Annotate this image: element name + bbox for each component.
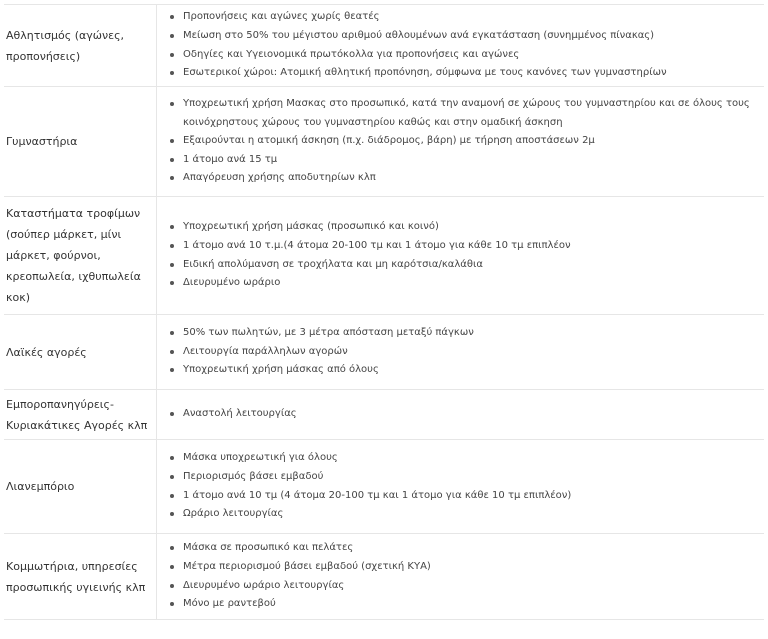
table-row — [4, 390, 764, 440]
measures-list — [165, 405, 764, 424]
list-item: Μέτρα περιορισμού βάσει εμβαδού (σχετική ΚΥΑ) — [165, 558, 764, 577]
row-category: Αθλητισμός (αγώνες, προπονήσεις) — [4, 5, 157, 87]
table-row — [4, 440, 764, 534]
measures-list — [165, 8, 764, 82]
list-item: 1 άτομο ανά 10 τ.μ.(4 άτομα 20-100 τμ και 1 άτομο για κάθε 10 τμ επιπλέον — [165, 237, 764, 256]
list-item: Ωράριο λειτουργίας — [165, 505, 764, 524]
list-item: Ειδική απολύμανση σε τροχήλατα και μη καρότσια/καλάθια — [165, 256, 764, 275]
list-item: 1 άτομο ανά 15 τμ — [165, 151, 764, 170]
row-category: Κομμωτήρια, υπηρεσίες προσωπικής υγιεινής κλπ — [4, 534, 157, 620]
list-item: Υποχρεωτική χρήση μάσκας (προσωπικό και κοινό) — [165, 218, 764, 237]
list-item: Αναστολή λειτουργίας — [165, 405, 764, 424]
list-item: Μόνο με ραντεβού — [165, 595, 764, 614]
list-item: Απαγόρευση χρήσης αποδυτηρίων κλπ — [165, 169, 764, 188]
list-item: Μάσκα σε προσωπικό και πελάτες — [165, 539, 764, 558]
list-item: Εξαιρούνται η ατομική άσκηση (π.χ. διάδρομος, βάρη) με τήρηση αποστάσεων 2μ — [165, 132, 764, 151]
list-item: Υποχρεωτική χρήση Μασκας στο προσωπικό, κατά την αναμονή σε χώρους του γυμναστηρίου και σε όλους τους κοινόχρηστους χώρους του γυμναστηρίου καθώς και στην ομαδική άσκηση — [165, 95, 764, 132]
table-row — [4, 197, 764, 315]
measures-list — [165, 324, 764, 380]
row-category: Λιανεμπόριο — [4, 440, 157, 534]
list-item: Προπονήσεις και αγώνες χωρίς θεατές — [165, 8, 764, 27]
row-category: Εμποροπανηγύρεις- Κυριακάτικες Αγορές κλπ — [4, 390, 157, 440]
list-item: 1 άτομο ανά 10 τμ (4 άτομα 20-100 τμ και 1 άτομο για κάθε 10 τμ επιπλέον) — [165, 487, 764, 506]
list-item: Λειτουργία παράλληλων αγορών — [165, 343, 764, 362]
list-item: Οδηγίες και Υγειονομικά πρωτόκολλα για προπονήσεις και αγώνες — [165, 46, 764, 65]
list-item: Διευρυμένο ωράριο λειτουργίας — [165, 577, 764, 596]
table-row — [4, 534, 764, 620]
table-row — [4, 5, 764, 87]
row-category: Καταστήματα τροφίμων (σούπερ μάρκετ, μίνι μάρκετ, φούρνοι, κρεοπωλεία, ιχθυπωλεία κοκ) — [4, 197, 157, 315]
list-item: Διευρυμένο ωράριο — [165, 274, 764, 293]
list-item: Εσωτερικοί χώροι: Ατομική αθλητική προπόνηση, σύμφωνα με τους κανόνες των γυμναστηρίων — [165, 64, 764, 83]
measures-table — [4, 4, 764, 620]
list-item: Μάσκα υποχρεωτική για όλους — [165, 449, 764, 468]
measures-list — [165, 449, 764, 523]
measures-list — [165, 539, 764, 613]
list-item: 50% των πωλητών, με 3 μέτρα απόσταση μεταξύ πάγκων — [165, 324, 764, 343]
measures-list — [165, 218, 764, 292]
measures-list — [165, 95, 764, 188]
row-category: Λαϊκές αγορές — [4, 315, 157, 390]
row-category: Γυμναστήρια — [4, 87, 157, 197]
table-row — [4, 315, 764, 390]
list-item: Μείωση στο 50% του μέγιστου αριθμού αθλουμένων ανά εγκατάσταση (συνημμένος πίνακας) — [165, 27, 764, 46]
table-row — [4, 87, 764, 197]
list-item: Υποχρεωτική χρήση μάσκας από όλους — [165, 361, 764, 380]
list-item: Περιορισμός βάσει εμβαδού — [165, 468, 764, 487]
